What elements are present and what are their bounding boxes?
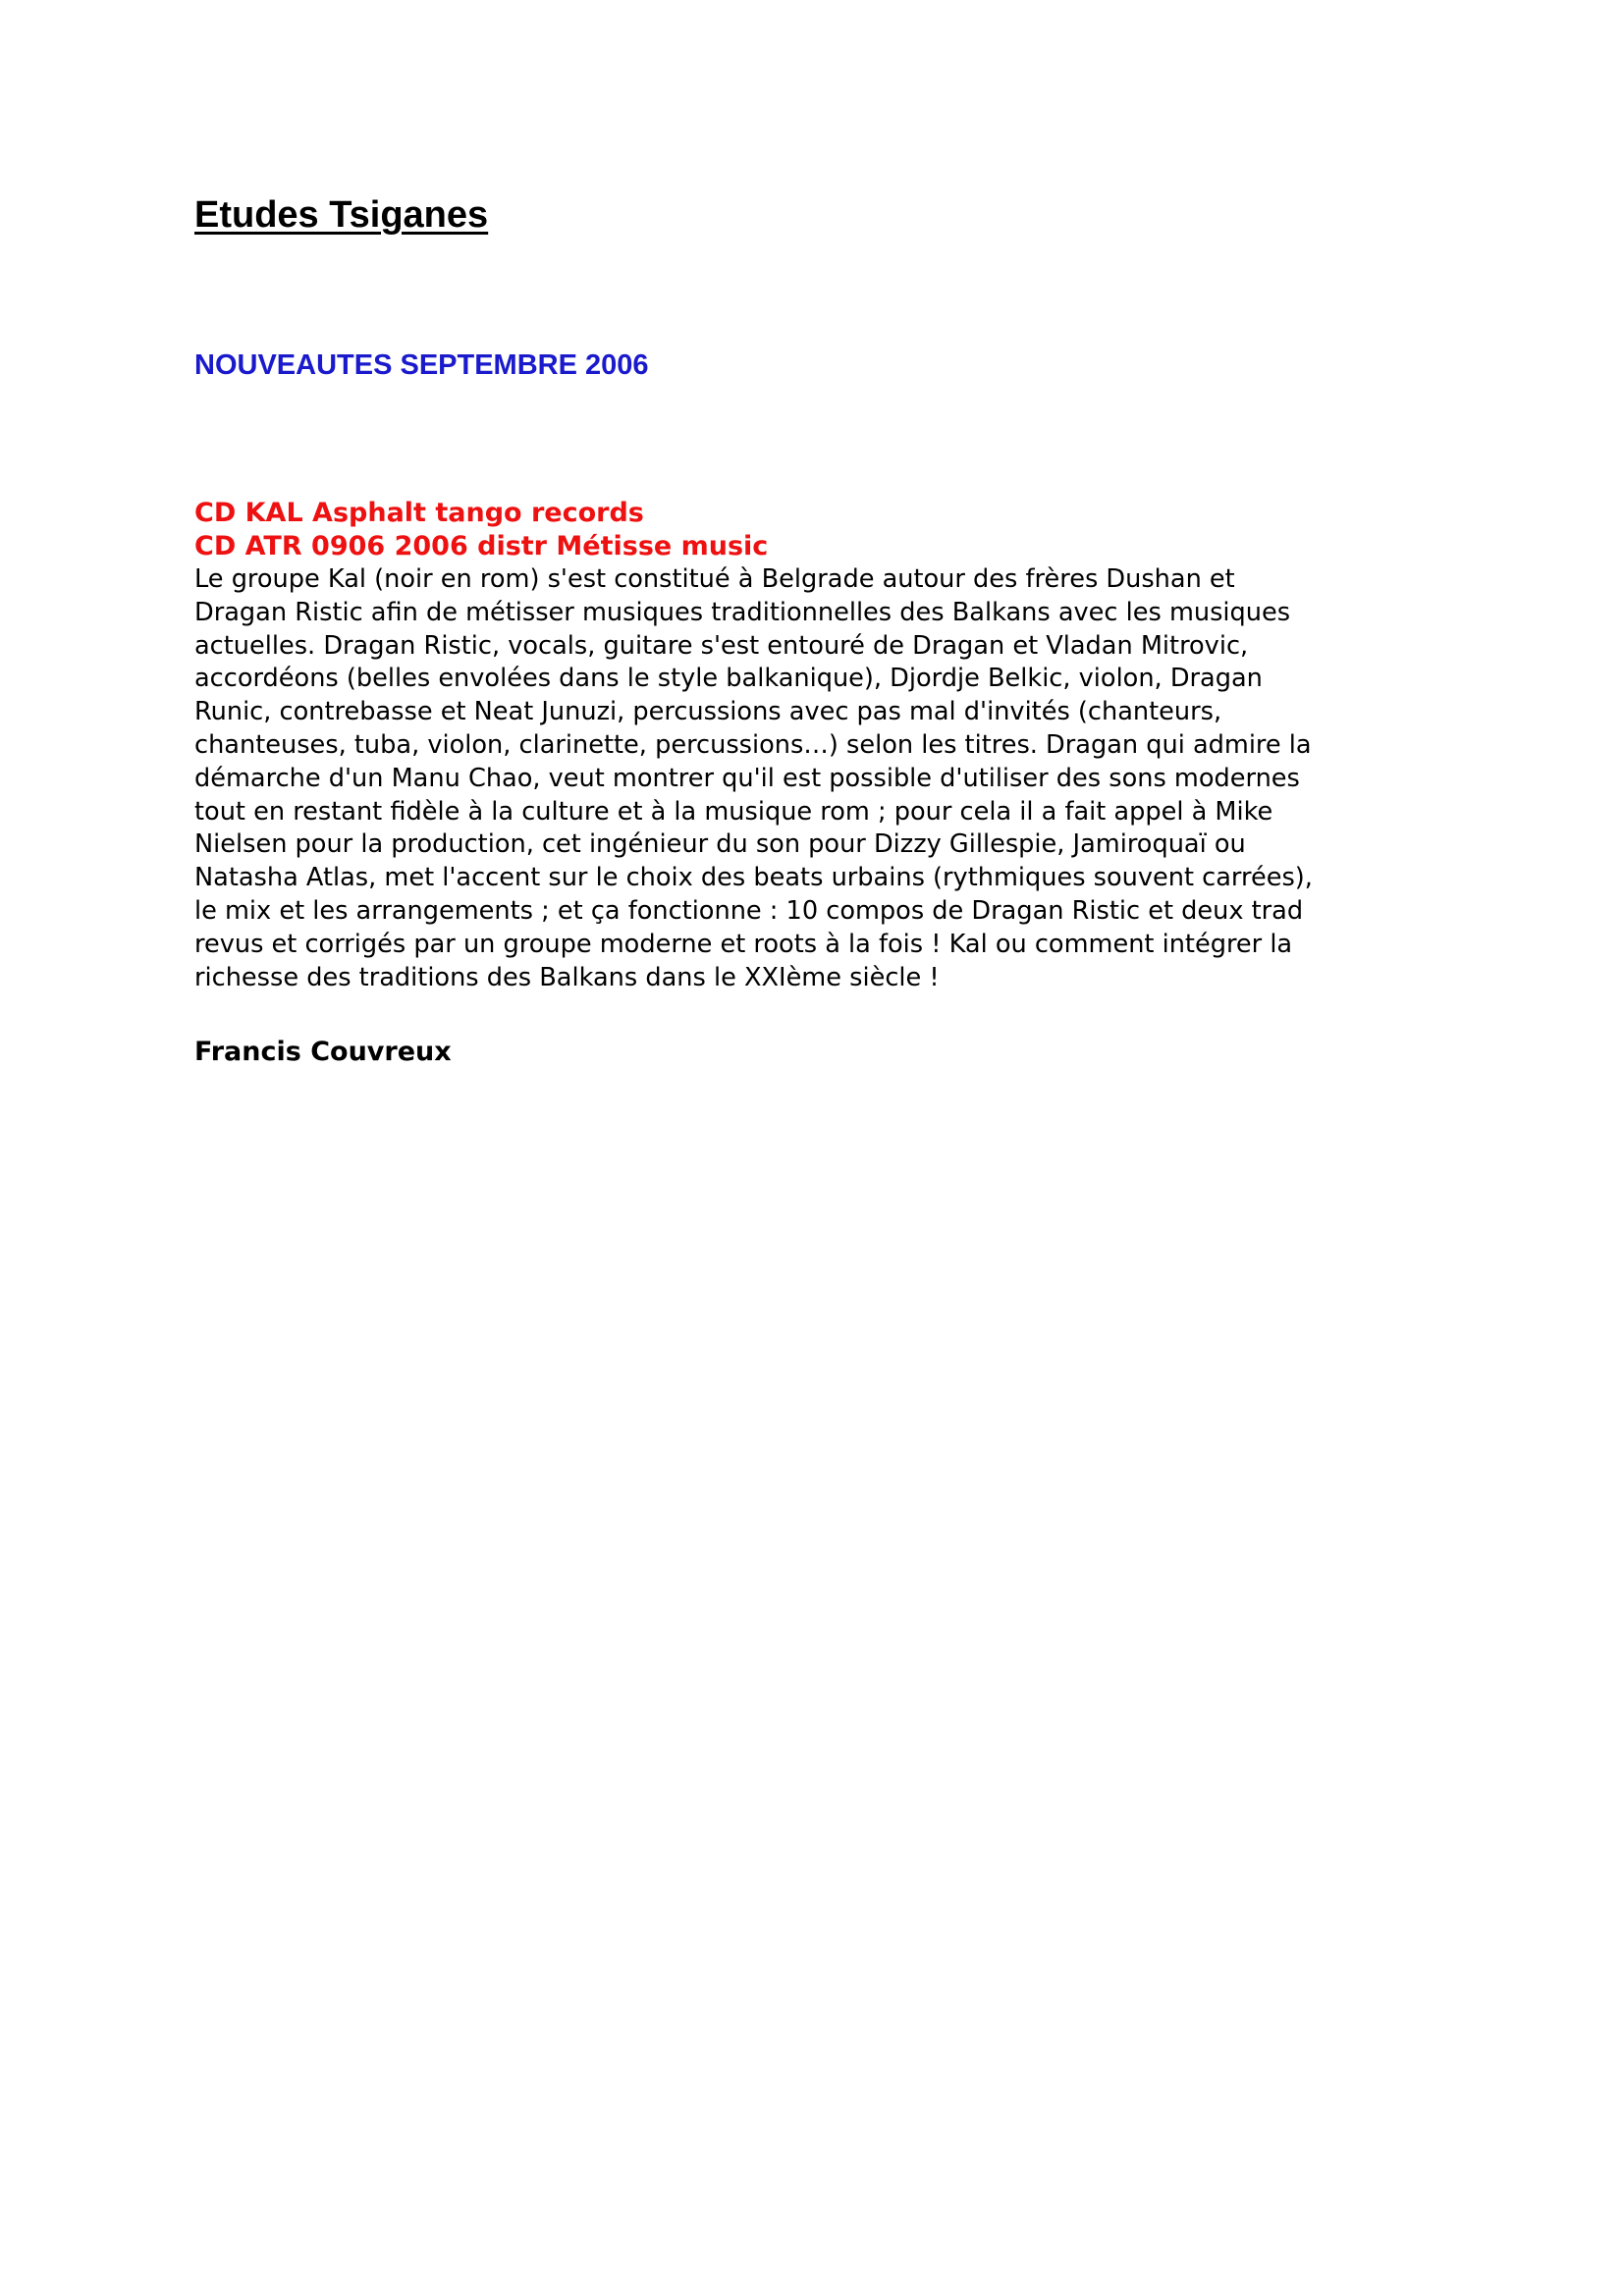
body-line: chanteuses, tuba, violon, clarinette, percussions…) selon les titres. Dragan qui admire la [194,729,1312,760]
cd-title-line: CD KAL Asphalt tango records [194,498,644,528]
body-line: actuelles. Dragan Ristic, vocals, guitare s'est entouré de Dragan et Vladan Mitrovic, [194,630,1249,661]
article [194,497,1461,1069]
body-line: Le groupe Kal (noir en rom) s'est constitué à Belgrade autour des frères Dushan et [194,564,1235,594]
section-heading: NOUVEAUTES SEPTEMBRE 2006 [194,349,649,381]
body-line: Dragan Ristic afin de métisser musiques traditionnelles des Balkans avec les musiques [194,597,1291,627]
body-line: Runic, contrebasse et Neat Junuzi, percussions avec pas mal d'invités (chanteurs, [194,697,1222,727]
body-line: le mix et les arrangements ; et ça fonctionne : 10 compos de Dragan Ristic et deux trad [194,895,1304,926]
body-line: démarche d'un Manu Chao, veut montrer qu'il est possible d'utiliser des sons modernes [194,763,1300,793]
body-line: revus et corrigés par un groupe moderne et roots à la fois ! Kal ou comment intégrer la [194,929,1293,959]
body-line: accordéons (belles envolées dans le style balkanique), Djordje Belkic, violon, Dragan [194,664,1263,694]
body-line: tout en restant fidèle à la culture et à la musique rom ; pour cela il a fait appel à Mike [194,796,1273,827]
body-line: Natasha Atlas, met l'accent sur le choix des beats urbains (rythmiques souvent carrées), [194,863,1313,893]
body-line: Nielsen pour la production, cet ingénieur du son pour Dizzy Gillespie, Jamiroquaï ou [194,829,1246,860]
article-body [194,563,1461,994]
author-signature: Francis Couvreux [194,1037,452,1068]
page-title: Etudes Tsiganes [194,194,489,236]
cd-catalog-line: CD ATR 0906 2006 distr Métisse music [194,531,769,561]
body-line: richesse des traditions des Balkans dans le XXIème siècle ! [194,962,940,992]
